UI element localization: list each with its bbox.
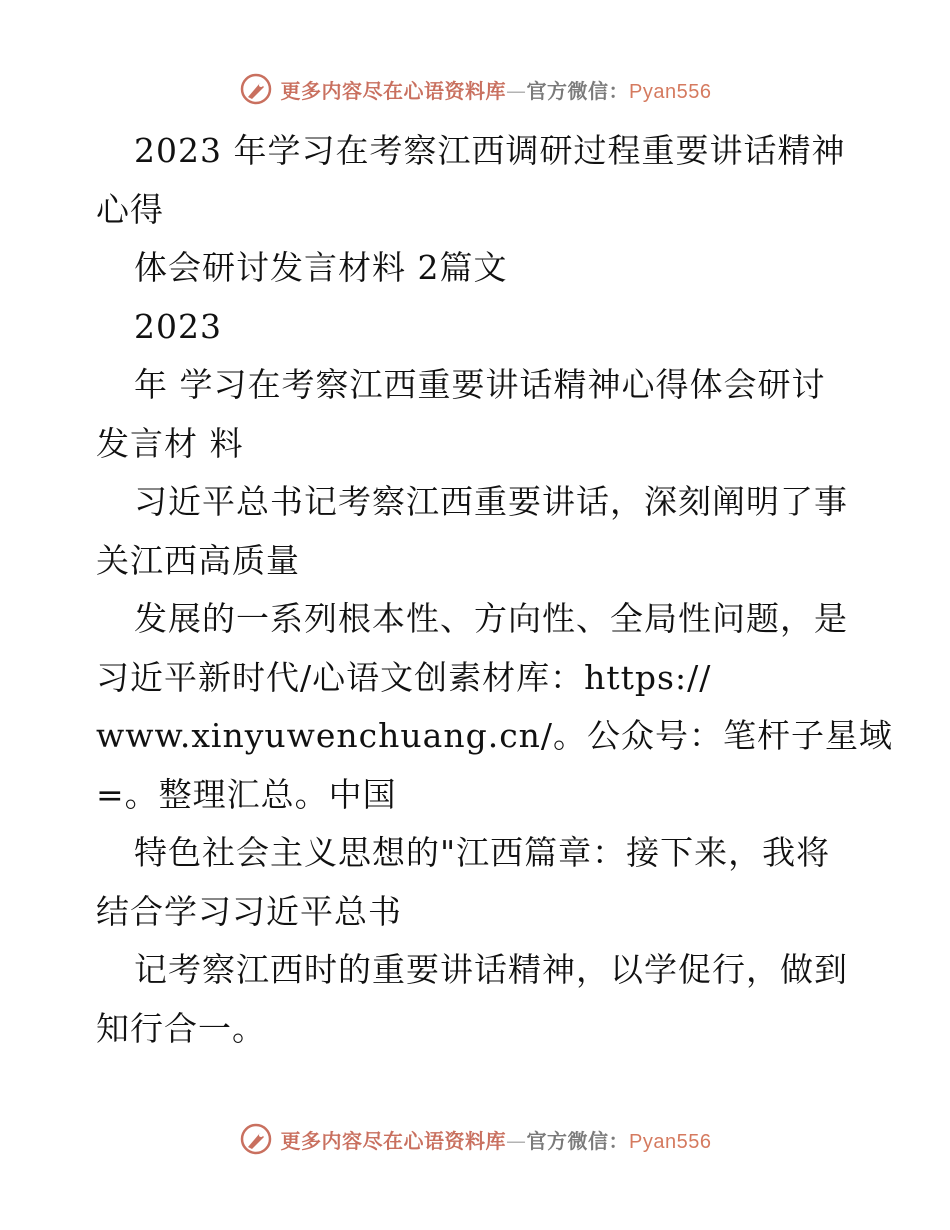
doc-paragraph-line: 结合学习习近平总书 [96, 891, 402, 931]
doc-year-line: 2023 [134, 306, 222, 346]
doc-paragraph-line: 知行合一。 [96, 1008, 266, 1048]
doc-heading-line-1: 年 学习在考察江西重要讲话精神心得体会研讨 [134, 365, 826, 404]
watermark-wechat-label: 官方微信： [526, 1128, 630, 1153]
doc-paragraph-line: 习近平新时代/心语文创素材库：https:// [96, 657, 712, 697]
watermark-brand: 更多内容尽在心语资料库 [280, 1128, 507, 1153]
doc-title-line-1: 2023 年学习在考察江西调研过程重要讲话精神 [134, 131, 846, 170]
watermark-wechat-label: 官方微信： [526, 78, 630, 103]
doc-subtitle-line: 体会研讨发言材料 2篇文 [134, 248, 508, 287]
watermark-dash: — [506, 1128, 527, 1153]
header-watermark [0, 72, 950, 106]
watermark-dash: — [506, 78, 527, 103]
document-body [96, 122, 894, 1058]
pen-nib-logo-icon [239, 72, 273, 106]
doc-paragraph-line: 关江西高质量 [96, 540, 300, 580]
doc-paragraph-line: www.xinyuwenchuang.cn/。公众号：笔杆子星域 [96, 716, 894, 755]
doc-title-line-2: 心得 [96, 189, 164, 229]
doc-paragraph-line: 发展的一系列根本性、方向性、全局性问题，是 [134, 599, 848, 638]
pen-nib-logo-icon [239, 1122, 273, 1156]
footer-watermark [0, 1122, 950, 1156]
doc-paragraph-line: =。整理汇总。中国 [96, 774, 397, 814]
doc-paragraph-line: 习近平总书记考察江西重要讲话，深刻阐明了事 [134, 482, 848, 521]
doc-paragraph-line: 记考察江西时的重要讲话精神，以学促行，做到 [134, 950, 848, 989]
doc-heading-line-2: 发言材 料 [96, 423, 244, 463]
watermark-wechat-id: Pyan556 [629, 1130, 712, 1153]
watermark-brand: 更多内容尽在心语资料库 [280, 78, 507, 103]
doc-paragraph-line: 特色社会主义思想的"江西篇章：接下来，我将 [134, 833, 831, 872]
watermark-wechat-id: Pyan556 [629, 80, 712, 103]
